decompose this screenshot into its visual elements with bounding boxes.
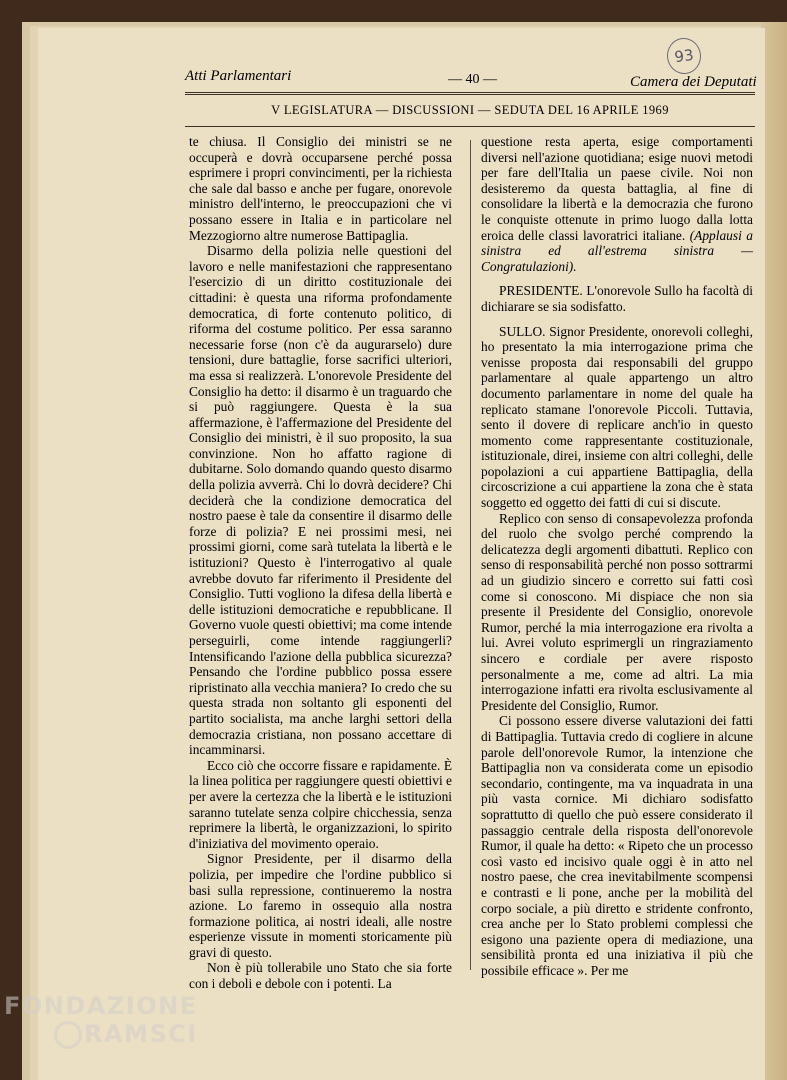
right-paragraph-1-text: questione resta aperta, esige comportamenti diversi nell'azione quotidiana; esige nuovi metodi per fare dell'Italia un paese civile. Noi non desisteremo da questa battaglia, al fine di consolidare la libertà e la democrazia che furono le conquiste ottenute in primo luogo dalla lotta eroica delle classi lavoratrici italiane.	[481, 134, 753, 243]
applause-note: (Applausi a sinistra ed all'estrema sinistra — Congratulazioni).	[481, 227, 753, 274]
header-left-title: Atti Parlamentari	[185, 68, 292, 84]
left-paragraph-2: Disarmo della polizia nelle questioni del lavoro e nelle manifestazioni che rappresentano l'esercizio di un diritto costituzionale dei cittadini: è questa una riforma profondamente democratica, di forte contenuto politico, di riforma del costume politico. Per essa saranno necessarie forse (non c'è da augurarselo) dure tensioni, dure battaglie, forse sacrifici ulteriori, ma essa si realizzerà. L'onorevole Presidente del Consiglio ha detto: il disarmo è un traguardo che si può raggiungere. Questa è la sua affermazione, è l'affermazione del Presidente del Consiglio dei ministri, è il suo proposito, la sua convinzione. Non ho affatto ragione di dubitarne. Solo domando quando questo disarmo della polizia avverrà. Chi lo dovrà decidere? Chi deciderà che la condizione democratica del nostro paese è tale da consentire il disarmo delle forze di polizia? E nei prossimi mesi, nei prossimi giorni, come sarà tutelata la libertà e le istituzioni? Questo è l'interrogativo al quale avrebbe dovuto far riferimento il Presidente del Consiglio. Tutti vogliono la difesa della libertà e delle istituzioni democratiche e repubblicane. Il Governo vuole questi obiettivi; ma come intende perseguirli, come intende raggiungerli? Intensificando l'azione della pubblica sicurezza? Pensando che l'ordine pubblico possa essere ripristinato alla vecchia maniera? Io credo che su questa strada non soltanto gli esponenti del partito socialista, ma anche larghi settori della democrazia cristiana, non possano accettare di incamminarsi.	[189, 243, 452, 758]
left-column	[189, 134, 452, 992]
archive-watermark	[4, 992, 198, 1049]
left-paragraph-1: te chiusa. Il Consiglio dei ministri se ne occuperà e dovrà occuparsene perché possa esprimere i propri convincimenti, per la richiesta che sale dal basso e anche per fugare, onorevole ministro dell'interno, le preoccupazioni che vi possano essere in Italia e in particolare nel Mezzogiorno altre numerose Battipaglia.	[189, 134, 452, 243]
session-subheader: V LEGISLATURA — DISCUSSIONI — SEDUTA DEL 16 APRILE 1969	[271, 103, 669, 117]
right-column	[481, 134, 753, 978]
left-paragraph-5: Non è più tollerabile uno Stato che sia forte con i deboli e debole con i potenti. La	[189, 960, 452, 992]
column-divider	[470, 140, 471, 970]
header-right-title: Camera dei Deputati	[630, 74, 757, 90]
handwritten-page-number: 93	[665, 36, 704, 76]
watermark-line-1: FONDAZIONE	[4, 992, 198, 1020]
sullo-statement: SULLO. Signor Presidente, onorevoli colleghi, ho presentato la mia interrogazione prima che venisse proposta dai responsabili del gruppo parlamentare al quale appartengo un altro documento parlamentare in nome del quale ha replicato stamane l'onorevole Piccoli. Tuttavia, sento il dovere di replicare anch'io in questo momento come rappresentante costituzionale, istituzionale, direi, insieme con altri colleghi, delle popolazioni a cui appartiene Battipaglia, della circoscrizione a cui appartiene la zona che è stata soggetto ed oggetto dei fatti di cui si discute.	[481, 323, 753, 511]
gramsci-g-icon	[54, 1021, 82, 1049]
header-page-number: — 40 —	[448, 72, 497, 87]
right-paragraph-1	[481, 134, 753, 274]
right-paragraph-4: Replico con senso di consapevolezza profonda del ruolo che svolgo perché comprendo la delicatezza degli argomenti dibattuti. Replico con senso di responsabilità perché non posso sottrarmi ad un giudizio sincero e corretto sui fatti così come si conoscono. Mi dispiace che non sia presente il Presidente del Consiglio, onorevole Rumor, perché la mia interrogazione era rivolta a lui. Avrei voluto esprimergli un ringraziamento sincero e cordiale per avere risposto personalmente a me, come ad altri. La mia interrogazione infatti era rivolta esclusivamente al Presidente del Consiglio, Rumor.	[481, 510, 753, 713]
watermark-line-2-text: RAMSCI	[84, 1020, 198, 1048]
watermark-line-2	[4, 1020, 198, 1049]
subheader-rule	[185, 126, 755, 127]
left-paragraph-4: Signor Presidente, per il disarmo della polizia, per impedire che l'ordine pubblico si basi sulla repressione, continueremo la nostra azione. Lo faremo in ossequio alla nostra formazione politica, ai nostri ideali, alle nostre esperienze vissute in momenti storicamente più gravi di questo.	[189, 851, 452, 960]
left-paragraph-3: Ecco ciò che occorre fissare e rapidamente. È la linea politica per raggiungere questi obiettivi e per avere la certezza che la libertà e le istituzioni saranno tutelate senza colpire chicchessia, senza reprimere la libertà, le organizzazioni, lo spirito d'iniziativa del movimento operaio.	[189, 757, 452, 851]
right-paragraph-5: Ci possono essere diverse valutazioni dei fatti di Battipaglia. Tuttavia credo di cogliere in alcune parole dell'onorevole Rumor, la intenzione che Battipaglia non va considerata come un episodio secondario, contingente, ma va inquadrata in una più vasta cornice. Mi dichiaro sodisfatto soprattutto di quello che può essere considerato il passaggio centrale della risposta dell'onorevole Rumor, il quale ha detto: « Ripeto che un processo così vasto ed incisivo quale oggi è in atto nel nostro paese, che crea inevitabilmente scompensi e contrasti e li pone, anche per la mobilità del corpo sociale, a più diretto e stridente confronto, crea anche per lo Stato problemi complessi che esigono una paziente opera di mediazione, una sensibilità pronta ed una iniziativa il più che possibile efficace ». Per me	[481, 713, 753, 978]
president-statement: PRESIDENTE. L'onorevole Sullo ha facoltà di dichiarare se sia sodisfatto.	[481, 283, 753, 314]
header-rule	[185, 92, 755, 95]
